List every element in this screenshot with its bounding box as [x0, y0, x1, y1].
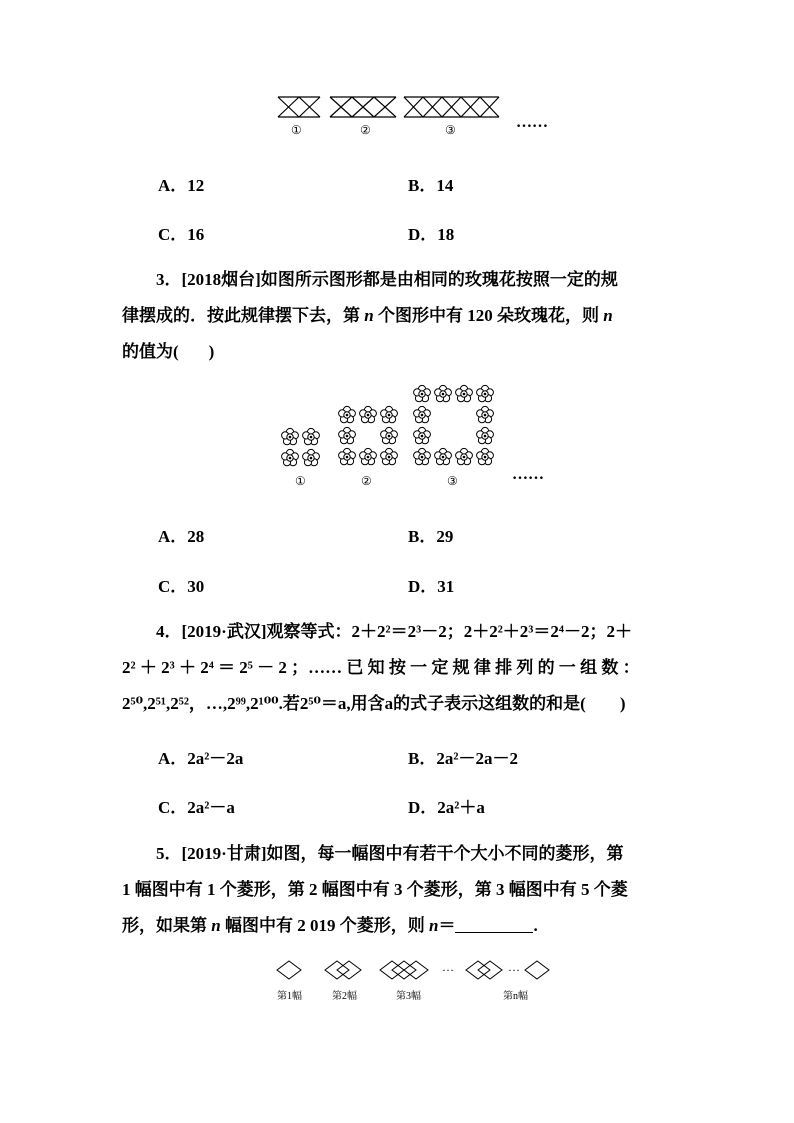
option-value: 31	[437, 577, 455, 596]
option-value: 12	[187, 176, 205, 195]
option-key: C	[158, 225, 171, 244]
option-key: A	[158, 749, 171, 768]
option-key: D	[408, 577, 421, 596]
q3-option-d[interactable]: D．31	[408, 577, 455, 596]
rhombus-figure-3	[380, 961, 428, 979]
q5-line3c: ＝	[438, 916, 456, 935]
option-value: 29	[436, 527, 454, 546]
option-key: A	[158, 527, 171, 546]
option-key: A	[158, 176, 171, 195]
fig1-label-2: ②	[360, 123, 371, 137]
q3-option-a[interactable]: A．28	[158, 527, 205, 546]
option-value: 2a²－2a－2	[436, 749, 518, 768]
q2-option-a[interactable]: A．12	[158, 176, 205, 195]
q2-option-c[interactable]: C．16	[158, 225, 205, 244]
option-value: 2a²＋a	[437, 798, 485, 817]
fig2-ellipsis: ……	[512, 466, 544, 483]
q4-source: [2019·武汉]	[181, 622, 267, 641]
q5-var-n-2: n	[428, 916, 439, 935]
q5-line1: 如图，每一幅图中有若干个大小不同的菱形，第	[266, 844, 624, 863]
q2-option-b[interactable]: B．14	[408, 176, 454, 195]
q5-line2: 1 幅图中有 1 个菱形，第 2 幅图中有 3 个菱形，第 3 幅图中有 5 个菱	[122, 880, 628, 899]
q3-var-n-2: n	[603, 306, 613, 325]
option-value: 28	[187, 527, 205, 546]
option-key: C	[158, 798, 171, 817]
option-key: B	[408, 749, 420, 768]
q5-line3d: .	[533, 916, 538, 935]
option-value: 16	[187, 225, 205, 244]
rhombus-figure-1	[277, 961, 301, 979]
fig3-label-3: 第3幅	[396, 991, 421, 1002]
q4-option-c[interactable]: C．2a²－a	[158, 798, 235, 817]
q3-var-n: n	[364, 306, 374, 325]
fig3-label-n: 第n幅	[503, 991, 528, 1002]
q2-option-d[interactable]: D．18	[408, 225, 455, 244]
option-value: 30	[187, 577, 205, 596]
fig2-label-2: ②	[361, 474, 372, 488]
option-key: D	[408, 798, 421, 817]
q3-line2b: 个图形中有 120 朵玫瑰花，则	[377, 306, 599, 325]
fig3-label-2: 第2幅	[332, 991, 357, 1002]
q3-source: [2018烟台]	[181, 270, 261, 289]
q4-line2: 2² ＋ 2³ ＋ 2⁴ ＝ 2⁵ － 2 ；…… 已 知 按 一 定 规 律 排 列 的 一 组 数 ：	[122, 658, 640, 677]
fig3-label-1: 第1幅	[277, 991, 302, 1002]
option-value: 14	[436, 176, 454, 195]
option-key: D	[408, 225, 421, 244]
q4-number: 4．	[156, 622, 182, 641]
fig3-dots-2: …	[508, 960, 520, 974]
fig2-label-3: ③	[447, 474, 458, 488]
q4-option-a[interactable]: A．2a²－2a	[158, 749, 244, 768]
option-key: C	[158, 577, 171, 596]
q3-line2a: 律摆成的．按此规律摆下去，第	[122, 306, 360, 325]
fig2-label-1: ①	[295, 474, 306, 488]
q3-number: 3．	[156, 270, 182, 289]
q5-var-n: n	[211, 916, 221, 935]
option-key: B	[408, 176, 420, 195]
option-value: 2a²－a	[187, 798, 235, 817]
option-value: 2a²－2a	[187, 749, 244, 768]
option-value: 18	[437, 225, 455, 244]
fig1-label-1: ①	[291, 123, 302, 137]
fig1-ellipsis: ……	[516, 114, 548, 131]
q4-line3: 2⁵⁰,2⁵¹,2⁵²，…,2⁹⁹,2¹⁰⁰.若2⁵⁰＝a,用含a的式子表示这组数的和是( )	[122, 694, 626, 713]
q5-line3b: 幅图中有 2 019 个菱形，则	[224, 916, 425, 935]
q3-line3a: 的值为(	[122, 342, 179, 361]
option-key: B	[408, 527, 420, 546]
q3-line1: 如图所示图形都是由相同的玫瑰花按照一定的规	[260, 270, 618, 289]
q5-line3a: 形，如果第	[122, 916, 207, 935]
q5-number: 5．	[156, 844, 182, 863]
q4-line1: 观察等式：2＋2²＝2³－2；2＋2²＋2³＝2⁴－2；2＋	[266, 622, 632, 641]
fig1-label-3: ③	[445, 123, 456, 137]
q3-option-c[interactable]: C．30	[158, 577, 205, 596]
q4-option-b[interactable]: B．2a²－2a－2	[408, 749, 518, 768]
q4-option-d[interactable]: D．2a²＋a	[408, 798, 485, 817]
q3-option-b[interactable]: B．29	[408, 527, 454, 546]
q5-source: [2019·甘肃]	[181, 844, 267, 863]
q3-line3b: )	[208, 342, 215, 361]
rhombus-figure-2	[325, 961, 361, 979]
fig3-dots-1: …	[442, 960, 454, 974]
